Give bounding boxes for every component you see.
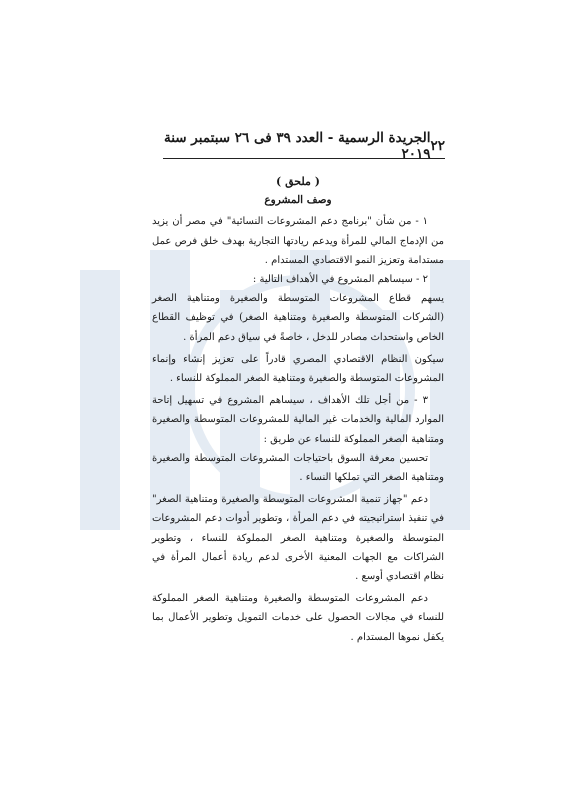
page-number: ٢٢ [430,138,445,154]
paragraph-3a: تحسين معرفة السوق باحتياجات المشروعات المتوسطة والصغيرة ومتناهية الصغر التي تملكها النساء . [152,452,444,484]
paragraph-3c: دعم المشروعات المتوسطة والصغيرة ومتناهية الصغر المملوكة للنساء في مجالات الحصول على خدمات التمويل وتطوير الأعمال بما يكفل نموها المستدام . [152,593,444,643]
paragraph-1: ١ - من شأن "برنامج دعم المشروعات النسائية" في مصر أن يزيد من الإدماج المالي للمرأة ويدعم ريادتها التجارية بهدف خلق فرص عمل مستدامة وتعزيز النمو الاقتصادي المستدام . [152,216,444,266]
page-header [163,130,445,162]
paragraph-2a: يسهم قطاع المشروعات المتوسطة والصغيرة ومتناهية الصغر (الشركات المتوسطة والصغيرة ومتناهية الصغر) في توظيف القطاع الخاص واستحداث مصادر للدخل ، خاصةً في سياق دعم المرأة . [152,293,444,343]
paragraph-3: ٣ - من أجل تلك الأهداف ، سيساهم المشروع في تسهيل إتاحة الموارد المالية والخدمات غير المالية للمشروعات المتوسطة والصغيرة ومتناهية الصغر المملوكة للنساء عن طريق : [152,395,444,445]
document-body [152,172,444,647]
section-title: وصف المشروع [264,194,332,207]
paragraph-3b: دعم "جهاز تنمية المشروعات المتوسطة والصغيرة ومتناهية الصغر" في تنفيذ استراتيجيته في دعم المرأة ، وتطوير أدوات دعم المشروعات المتوسطة والصغيرة ومتناهية الصغر المملوكة للنساء ، وتطوير الشراكات مع الجهات المعنية الأخرى لدعم ريادة أعمال المرأة في نظام اقتصادي أوسع . [152,494,444,583]
publication-line: الجريدة الرسمية - العدد ٣٩ فى ٢٦ سبتمبر سنة ٢٠١٩ [163,130,431,162]
paragraph-2-heading: ٢ - سيساهم المشروع في الأهداف التالية : [252,274,428,286]
header-divider [163,158,445,159]
paragraph-2b: سيكون النظام الاقتصادي المصري قادراً على تعزيز إنشاء وإنماء المشروعات المتوسطة والصغيرة ومتناهية الصغر المملوكة للنساء . [152,353,444,385]
appendix-title: ( ملحق ) [276,175,320,188]
